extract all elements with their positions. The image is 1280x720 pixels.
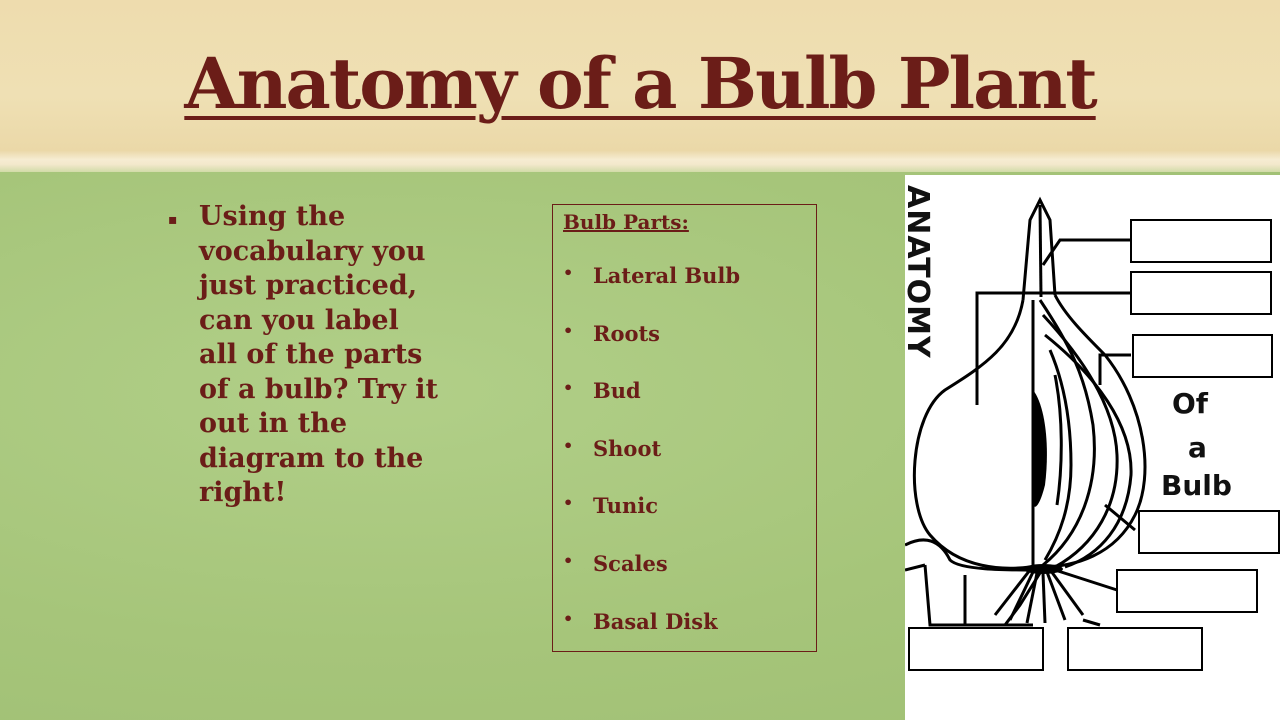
- bulb-illustration: [905, 175, 1280, 720]
- leader-line: [1083, 620, 1100, 625]
- bulb-parts-box: Bulb Parts: • Lateral Bulb • Roots • Bud • Shoot • Tunic • Scales • Basal Disk: [552, 204, 817, 652]
- bullet-dot-icon: •: [563, 320, 574, 340]
- bullet-dot-icon: •: [563, 435, 574, 455]
- label-box: [1131, 220, 1271, 262]
- diagram-of-label: Of: [1172, 387, 1208, 420]
- scale-line: [1055, 375, 1061, 505]
- label-box: [1131, 272, 1271, 314]
- side-outline: [905, 565, 925, 570]
- scale-line: [1045, 350, 1071, 560]
- instruction-text: Using the vocabulary you just practiced, can you label all of the parts of a bulb? Try it out in the diagram to the right!: [199, 201, 438, 508]
- diagram-vertical-label: ANATOMY: [900, 185, 935, 359]
- diagram-bulb-label: Bulb: [1161, 469, 1232, 502]
- tunic-lower: [925, 565, 1033, 625]
- basal-disk-shape: [1023, 564, 1063, 574]
- bullet-dot-icon: •: [563, 378, 574, 398]
- label-box: [1139, 511, 1279, 553]
- bulb-parts-heading: Bulb Parts:: [563, 210, 689, 234]
- label-box: [1117, 570, 1257, 612]
- bullet-dot-icon: •: [563, 493, 574, 513]
- root-line: [1043, 573, 1045, 623]
- bulb-outline: [914, 295, 1145, 568]
- shoot-inner-line: [1040, 205, 1041, 297]
- bullet-dot-icon: •: [563, 263, 574, 282]
- bulb-diagram: [900, 175, 1280, 720]
- diagram-a-label: a: [1188, 431, 1207, 464]
- bullet-dot-icon: •: [563, 608, 574, 628]
- label-box: [909, 628, 1043, 670]
- bulb-core: [1033, 390, 1047, 507]
- instruction-block: [168, 200, 438, 511]
- scale-line: [1043, 315, 1117, 567]
- bullet-dot-icon: •: [563, 550, 574, 570]
- label-box: [1133, 335, 1272, 377]
- label-box: [1068, 628, 1202, 670]
- leader-line: [1105, 505, 1135, 530]
- slide-title: Anatomy of a Bulb Plant: [184, 42, 1096, 125]
- torn-paper-edge: [0, 150, 1280, 174]
- scale-line: [1040, 300, 1094, 565]
- square-bullet-icon: ▪: [168, 212, 178, 228]
- leader-line: [1043, 240, 1131, 265]
